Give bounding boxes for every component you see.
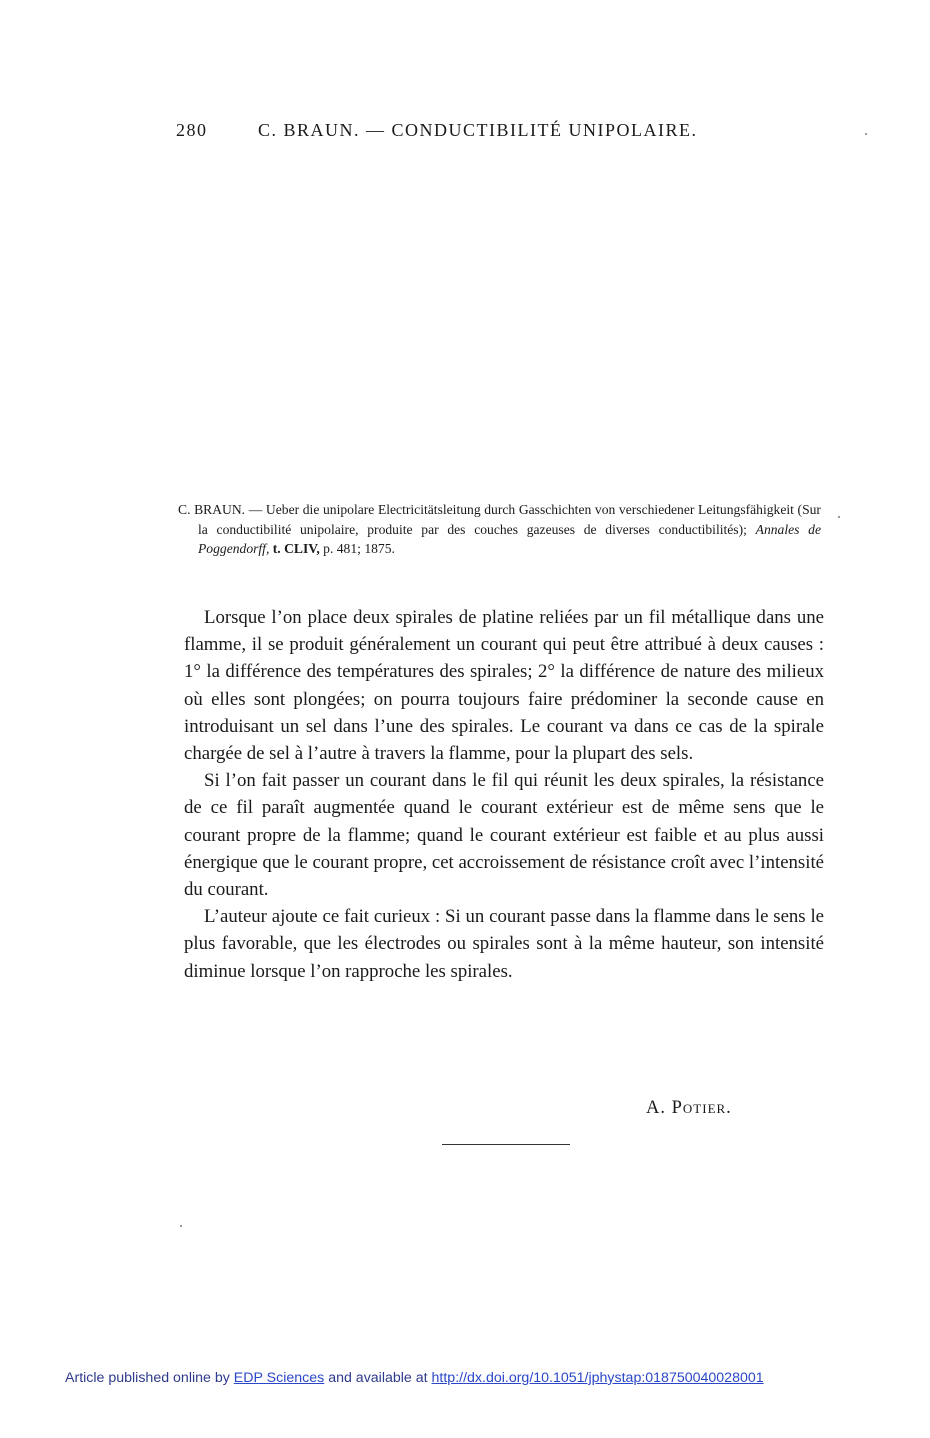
footer-middle: and available at (328, 1370, 428, 1386)
bib-french-title: (Sur la conductibilité unipolaire, produite par des couches gazeuses de diverses conductibilités); (198, 502, 821, 537)
abstract-body (184, 604, 824, 985)
scan-speck (865, 133, 867, 135)
section-divider (442, 1144, 570, 1145)
bib-german-title: Ueber die unipolare Electricitätsleitung durch Gasschichten von verschiedener Leitungsfähigkeit (265, 502, 794, 517)
signature-initial: A. (646, 1098, 666, 1118)
bibliographic-reference (178, 500, 821, 559)
publisher-link[interactable]: EDP Sciences (233, 1370, 325, 1386)
footer-prefix: Article published online by (65, 1370, 230, 1386)
page-number: 280 (176, 120, 208, 140)
author-signature (646, 1098, 732, 1119)
bib-journal: Annales de Poggendorff, (198, 521, 821, 556)
paragraph-3: L’auteur ajoute ce fait curieux : Si un courant passe dans la flamme dans le sens le plus favorable, que les électrodes ou spirales sont à la même hauteur, son intensité diminue lorsque l’on rapproche les spirales. (184, 906, 824, 982)
publication-footer (65, 1370, 764, 1386)
bib-volume: t. CLIV, (272, 541, 320, 556)
doi-link[interactable]: http://dx.doi.org/10.1051/jphystap:018750040028001 (431, 1370, 764, 1386)
paragraph-2: Si l’on fait passer un courant dans le fil qui réunit les deux spirales, la résistance de ce fil paraît augmentée quand le courant extérieur est de même sens que le courant propre de la flamme; quand le courant extérieur est faible et au plus aussi énergique que le courant propre, cet accroissement de résistance croît avec l’intensité du courant. (184, 770, 825, 901)
signature-name: Potier. (671, 1098, 732, 1118)
scan-speck (838, 516, 840, 518)
paragraph-1: Lorsque l’on place deux spirales de platine reliées par un fil métallique dans une flamme, il se produit généralement un courant qui peut être attribué à deux causes : 1° la différence des températures des spirales; 2° la différence de nature des milieux où elles sont plongées; on pourra toujours faire prédominer la seconde cause en introduisant un sel dans l’une des spirales. Le courant va dans ce cas de la spirale chargée de sel à l’autre à travers la flamme, pour la plupart des sels. (184, 607, 824, 765)
bib-author: C. BRAUN. (178, 502, 246, 517)
scan-speck (180, 1225, 182, 1227)
bibliography-entry (178, 500, 821, 559)
running-head (176, 120, 816, 141)
bib-dash: — (248, 502, 263, 517)
bib-pages-year: p. 481; 1875. (323, 541, 395, 556)
running-title: C. BRAUN. — CONDUCTIBILITÉ UNIPOLAIRE. (258, 120, 698, 140)
